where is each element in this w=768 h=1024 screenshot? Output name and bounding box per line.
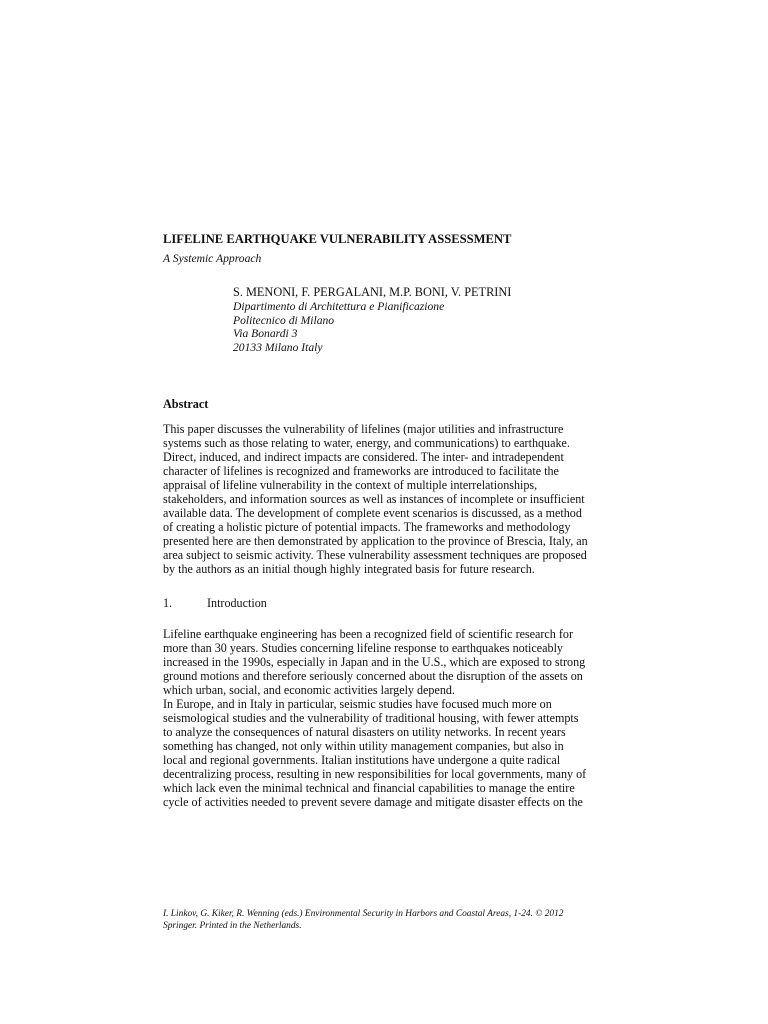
abstract-line: character of lifelines is recognized and frameworks are introduced to facilitate the xyxy=(163,464,559,478)
paragraph-line: something has changed, not only within utility management companies, but also in xyxy=(163,739,564,753)
abstract-heading: Abstract xyxy=(163,397,209,411)
abstract-line: available data. The development of complete event scenarios is discussed, as a method xyxy=(163,506,582,520)
affiliation-institution: Politecnico di Milano xyxy=(233,313,335,327)
paragraph-line: increased in the 1990s, especially in Japan and in the U.S., which are exposed to strong xyxy=(163,655,586,669)
citation-footer xyxy=(163,908,613,932)
paragraph-line: seismological studies and the vulnerability of traditional housing, with fewer attempts xyxy=(163,711,579,725)
abstract-line: presented here are then demonstrated by application to the province of Brescia, Italy, an xyxy=(163,534,588,548)
paragraph-line: decentralizing process, resulting in new responsibilities for local governments, many of xyxy=(163,767,587,781)
paragraph-line: more than 30 years. Studies concerning lifeline response to earthquakes noticeably xyxy=(163,641,563,655)
section-heading-introduction xyxy=(163,595,463,611)
footer-line: Springer. Printed in the Netherlands. xyxy=(163,921,302,931)
paper-title: LIFELINE EARTHQUAKE VULNERABILITY ASSESSMENT xyxy=(163,232,512,246)
section-title: Introduction xyxy=(207,596,267,610)
affiliation-department: Dipartimento di Architettura e Pianificazione xyxy=(233,300,445,313)
abstract-line: stakeholders, and information sources as well as instances of incomplete or insufficient xyxy=(163,492,585,506)
abstract-line: This paper discusses the vulnerability of lifelines (major utilities and infrastructure xyxy=(163,422,564,436)
abstract-paragraph xyxy=(163,422,608,576)
paper-subtitle: A Systemic Approach xyxy=(163,252,262,265)
introduction-paragraph-2 xyxy=(163,697,608,809)
abstract-line: of creating a holistic picture of potential impacts. The frameworks and methodology xyxy=(163,520,571,534)
abstract-line: by the authors as an initial though highly integrated basis for future research. xyxy=(163,562,535,576)
abstract-line: area subject to seismic activity. These vulnerability assessment techniques are proposed xyxy=(163,548,587,562)
paragraph-line: Lifeline earthquake engineering has been a recognized field of scientific research for xyxy=(163,627,573,641)
footer-line: I. Linkov, G. Kiker, R. Wenning (eds.) Environmental Security in Harbors and Coastal Areas, 1-24. © 2012 xyxy=(163,909,564,919)
paragraph-line: ground motions and therefore seriously concerned about the disruption of the assets on xyxy=(163,669,583,683)
paragraph-line: which lack even the minimal technical and financial capabilities to manage the entire xyxy=(163,781,575,795)
author-list: S. MENONI, F. PERGALANI, M.P. BONI, V. PETRINI xyxy=(233,285,512,299)
paragraph-line: local and regional governments. Italian institutions have undergone a quite radical xyxy=(163,753,561,767)
abstract-line: appraisal of lifeline vulnerability in the context of multiple interrelationships, xyxy=(163,478,538,492)
paragraph-line: to analyze the consequences of natural disasters on utility networks. In recent years xyxy=(163,725,566,739)
affiliation-block xyxy=(233,300,613,354)
paragraph-line: cycle of activities needed to prevent severe damage and mitigate disaster effects on the xyxy=(163,795,583,809)
introduction-paragraph-1 xyxy=(163,627,608,697)
abstract-line: Direct, induced, and indirect impacts are considered. The inter- and intradependent xyxy=(163,450,564,464)
abstract-line: systems such as those relating to water, energy, and communications) to earthquake. xyxy=(163,436,570,450)
affiliation-city: 20133 Milano Italy xyxy=(233,340,323,354)
section-number: 1. xyxy=(163,596,173,610)
paragraph-line: In Europe, and in Italy in particular, seismic studies have focused much more on xyxy=(163,697,552,711)
paragraph-line: which urban, social, and economic activities largely depend. xyxy=(163,683,455,697)
affiliation-street: Via Bonardi 3 xyxy=(233,327,298,340)
